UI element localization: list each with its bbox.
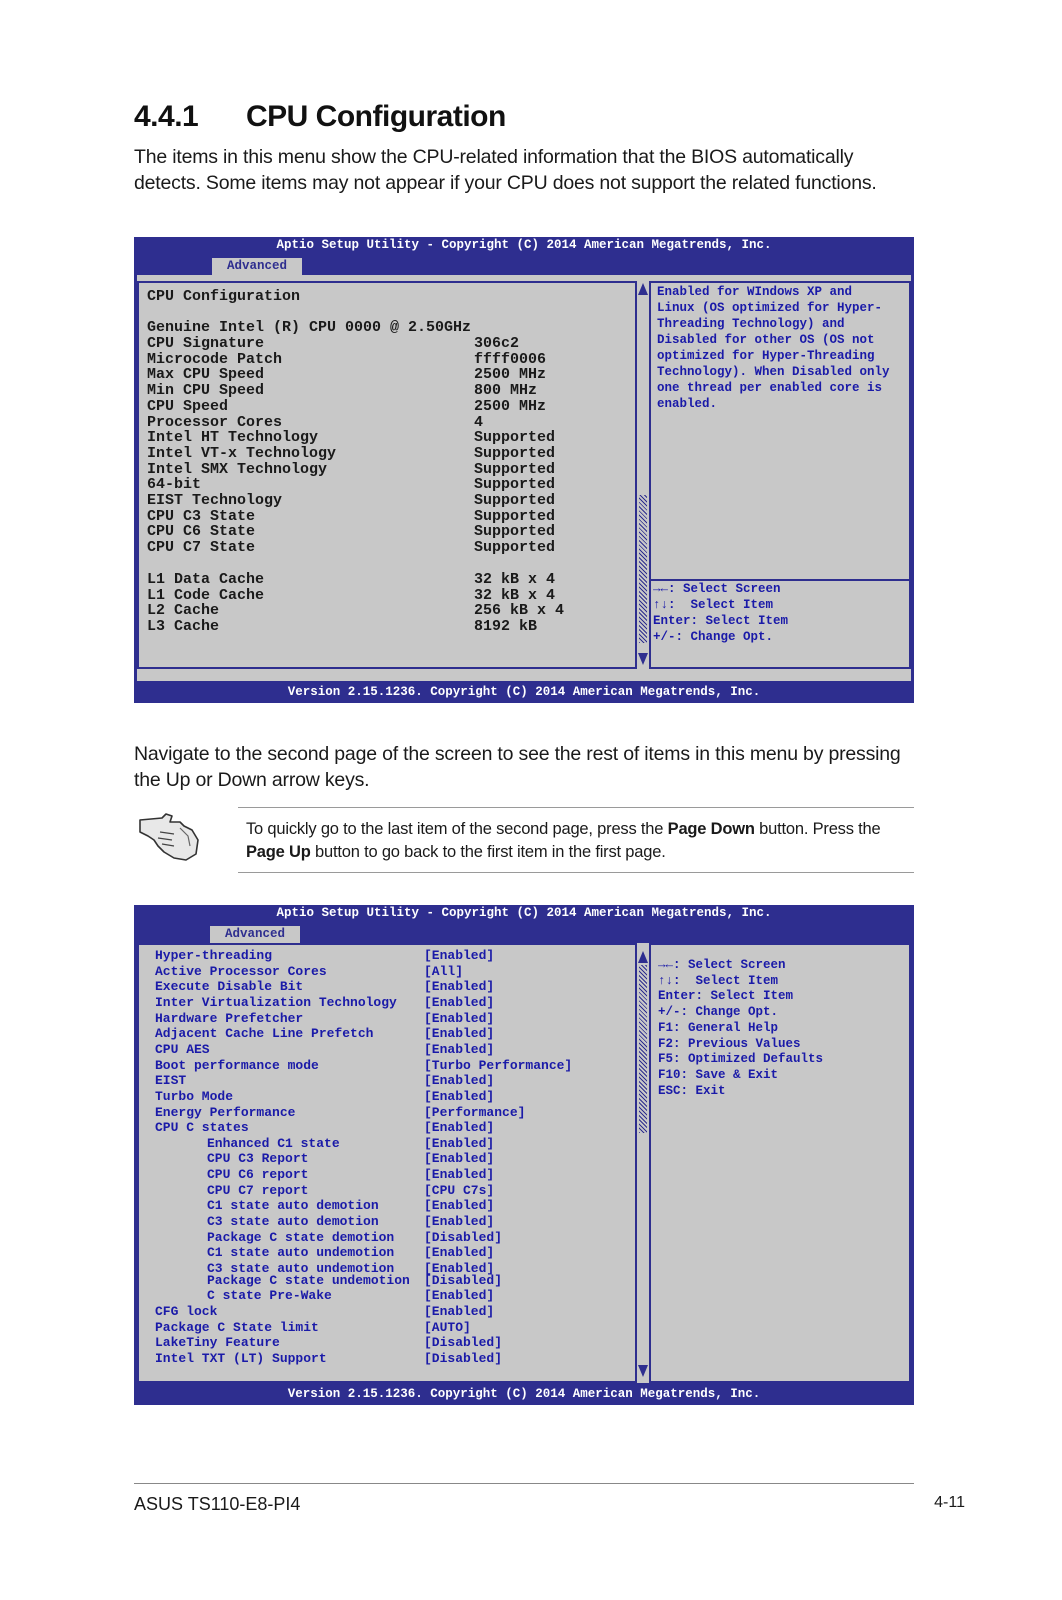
setting-value[interactable]: [Enabled] <box>424 1120 495 1136</box>
scroll-down-arrow-icon[interactable] <box>638 1365 648 1377</box>
cpu-info-label: CPU C7 State <box>147 539 256 557</box>
cache-value: 32 kB x 4 <box>474 586 556 604</box>
scroll-track[interactable] <box>639 495 647 643</box>
cpu-info-value: 306c2 <box>474 335 520 352</box>
help-text-line: Disabled for other OS (OS not <box>657 333 875 347</box>
setting-label[interactable]: Active Processor Cores <box>155 963 327 979</box>
section-title: CPU Configuration <box>246 100 506 133</box>
bios-tab-bar <box>134 259 914 275</box>
cpu-info-value: Supported <box>474 492 556 509</box>
cpu-info-value: Supported <box>474 507 556 525</box>
scroll-down-arrow-icon[interactable] <box>638 653 648 665</box>
cache-value: 32 kB x 4 <box>474 571 556 588</box>
cache-value: 256 kB x 4 <box>474 602 565 620</box>
cpu-info-value: 2500 MHz <box>474 366 547 384</box>
setting-value[interactable]: [Enabled] <box>424 1288 495 1304</box>
cpu-info-value: Supported <box>474 523 556 541</box>
bios-tab-bar <box>134 927 914 943</box>
setting-label[interactable]: C1 state auto demotion <box>207 1198 379 1214</box>
cpu-info-value: Supported <box>474 460 556 478</box>
cpu-info-value: Supported <box>474 429 556 447</box>
cpu-info-label: 64-bit <box>147 476 202 494</box>
setting-value[interactable]: [Enabled] <box>424 1010 495 1026</box>
setting-label[interactable]: CPU C6 report <box>207 1167 309 1183</box>
cpu-info-label: Intel VT-x Technology <box>147 444 337 462</box>
pointing-hand-icon <box>136 810 200 862</box>
cache-value: 8192 kB <box>474 618 538 636</box>
help-text-line: enabled. <box>657 397 718 411</box>
tab-advanced[interactable]: Advanced <box>210 926 300 943</box>
help-text-line: optimized for Hyper-Threading <box>657 349 875 363</box>
setting-value[interactable]: [Turbo Performance] <box>424 1057 573 1073</box>
cpu-info-label: Microcode Patch <box>147 350 283 368</box>
key-hint: →←: Select Screen <box>658 958 786 972</box>
setting-label[interactable]: C3 state auto demotion <box>207 1214 379 1230</box>
intro-paragraph <box>134 144 877 196</box>
footer-rule <box>134 1483 914 1484</box>
cpu-info-value: 800 MHz <box>474 382 538 400</box>
cpu-config-heading: CPU Configuration <box>147 288 301 305</box>
setting-label[interactable]: CPU C states <box>155 1120 249 1136</box>
setting-label[interactable]: Hardware Prefetcher <box>155 1010 304 1026</box>
setting-value[interactable]: [Enabled] <box>424 1135 495 1151</box>
key-hint: F10: Save & Exit <box>658 1067 779 1082</box>
cpu-info-label: Max CPU Speed <box>147 366 265 384</box>
setting-value[interactable]: [Disabled] <box>424 1272 503 1288</box>
setting-label[interactable]: CPU C3 Report <box>207 1151 309 1167</box>
setting-value[interactable]: [Enabled] <box>424 1261 495 1276</box>
note-text-part: button to go back to the first item in the first page. <box>310 843 666 861</box>
cpu-info-label: CPU C3 State <box>147 507 256 525</box>
key-hint: F1: General Help <box>658 1020 779 1035</box>
setting-value[interactable]: [Enabled] <box>424 1303 495 1319</box>
cache-label: L1 Code Cache <box>147 586 265 604</box>
setting-value[interactable]: [Enabled] <box>424 979 495 995</box>
bios-footer-bar: Version 2.15.1236. Copyright (C) 2014 American Megatrends, Inc. <box>134 681 914 703</box>
key-hint: Enter: Select Item <box>653 614 789 628</box>
help-text-line: Threading Technology) and <box>657 317 845 331</box>
key-hint: F5: Optimized Defaults <box>658 1052 824 1067</box>
cpu-info-value: Supported <box>474 476 556 494</box>
note-top-rule <box>238 807 914 808</box>
page-down-key-label: Page Down <box>667 820 755 838</box>
intro-line: The items in this menu show the CPU-related information that the BIOS automatically <box>134 146 854 168</box>
setting-label[interactable]: C state Pre-Wake <box>207 1288 332 1304</box>
setting-label[interactable]: C3 state auto undemotion <box>207 1261 395 1276</box>
cpu-info-value: 2500 MHz <box>474 397 547 415</box>
note-text-part: button. Press the <box>754 820 881 838</box>
setting-value[interactable]: [AUTO] <box>424 1319 471 1335</box>
footer-product-name: ASUS TS110-E8-PI4 <box>134 1494 301 1514</box>
key-hint: →←: Select Screen <box>653 582 781 596</box>
setting-label[interactable]: C1 state auto undemotion <box>207 1245 395 1261</box>
help-text-line: one thread per enabled core is <box>657 381 883 395</box>
setting-value[interactable]: [All] <box>424 963 464 979</box>
cpu-info-label: CPU C6 State <box>147 523 256 541</box>
note-bottom-rule <box>238 872 914 873</box>
key-hint: F2: Previous Values <box>658 1036 801 1051</box>
cache-label: L3 Cache <box>147 618 220 636</box>
cpu-info-label: CPU Signature <box>147 335 265 352</box>
cpu-info-value: 4 <box>474 413 484 431</box>
setting-label[interactable]: Boot performance mode <box>155 1057 319 1073</box>
footer-page-number: 4-11 <box>934 1494 965 1511</box>
setting-label[interactable]: Adjacent Cache Line Prefetch <box>155 1026 374 1042</box>
note-text <box>246 818 916 864</box>
scroll-up-arrow-icon[interactable] <box>638 283 648 295</box>
cpu-info-value: Supported <box>474 444 556 462</box>
key-hint: ↑↓: Select Item <box>658 973 779 988</box>
setting-value[interactable]: [Enabled] <box>424 1151 495 1167</box>
bios-footer-bar: Version 2.15.1236. Copyright (C) 2014 American Megatrends, Inc. <box>134 1383 914 1405</box>
setting-value[interactable]: [Enabled] <box>424 1245 495 1261</box>
setting-label[interactable]: CFG lock <box>155 1303 218 1319</box>
key-hint: +/-: Change Opt. <box>653 630 774 644</box>
cpu-name: Genuine Intel (R) CPU 0000 @ 2.50GHz <box>147 319 472 336</box>
key-hint: +/-: Change Opt. <box>658 1005 779 1020</box>
bios-title-bar: Aptio Setup Utility - Copyright (C) 2014 American Megatrends, Inc. <box>134 905 914 927</box>
cpu-info-label: Min CPU Speed <box>147 382 265 400</box>
nav-line: Navigate to the second page of the screen to see the rest of items in this menu by pressing <box>134 743 901 765</box>
setting-label[interactable]: Execute Disable Bit <box>155 979 304 995</box>
cache-label: L2 Cache <box>147 602 220 620</box>
setting-label[interactable]: LakeTiny Feature <box>155 1335 280 1351</box>
key-hint: Enter: Select Item <box>658 989 794 1004</box>
setting-value[interactable]: [CPU C7s] <box>424 1182 495 1198</box>
tab-advanced[interactable]: Advanced <box>212 258 302 275</box>
cpu-info-label: EIST Technology <box>147 492 283 509</box>
setting-label[interactable]: Enhanced C1 state <box>207 1135 340 1151</box>
nav-line: the Up or Down arrow keys. <box>134 769 370 791</box>
cpu-info-label: Intel SMX Technology <box>147 460 328 478</box>
bios-screen-cpu-settings <box>134 905 914 1405</box>
scrollbar[interactable] <box>638 283 648 665</box>
key-hint: ESC: Exit <box>658 1083 726 1098</box>
note-text-part: To quickly go to the last item of the second page, press the <box>246 820 668 838</box>
setting-label[interactable]: Inter Virtualization Technology <box>155 994 397 1010</box>
setting-value[interactable]: [Disabled] <box>424 1335 503 1351</box>
nav-paragraph <box>134 741 901 793</box>
bios-title-bar: Aptio Setup Utility - Copyright (C) 2014 American Megatrends, Inc. <box>134 237 914 259</box>
setting-label[interactable]: CPU C7 report <box>207 1182 309 1198</box>
setting-label[interactable]: Package C state demotion <box>207 1229 395 1245</box>
setting-label[interactable]: Intel TXT (LT) Support <box>155 1350 327 1366</box>
cache-label: L1 Data Cache <box>147 571 265 588</box>
setting-value[interactable]: [Disabled] <box>424 1350 503 1366</box>
setting-value[interactable]: [Enabled] <box>424 1214 495 1230</box>
setting-value[interactable]: [Enabled] <box>424 1026 495 1042</box>
cpu-info-label: Processor Cores <box>147 413 283 431</box>
setting-value[interactable]: [Performance] <box>424 1104 526 1120</box>
setting-label[interactable]: EIST <box>155 1073 187 1089</box>
setting-value[interactable]: [Disabled] <box>424 1229 503 1245</box>
setting-value[interactable]: [Enabled] <box>424 1198 495 1214</box>
setting-label[interactable]: CPU AES <box>155 1041 210 1057</box>
setting-label[interactable]: Hyper-threading <box>155 948 273 963</box>
help-text-line: Technology). When Disabled only <box>657 365 890 379</box>
intro-line: detects. Some items may not appear if your CPU does not support the related functions. <box>134 172 877 194</box>
help-text-line: Enabled for WIndows XP and <box>657 285 853 299</box>
cpu-info-label: Intel HT Technology <box>147 429 319 447</box>
key-hint: ↑↓: Select Item <box>653 598 774 612</box>
cpu-info-value: ffff0006 <box>474 350 547 368</box>
setting-label[interactable]: Turbo Mode <box>155 1088 234 1104</box>
cpu-info-label: CPU Speed <box>147 397 229 415</box>
section-heading <box>134 100 506 134</box>
setting-label[interactable]: Energy Performance <box>155 1104 296 1120</box>
setting-value[interactable]: [Enabled] <box>424 948 495 963</box>
setting-value[interactable]: [Enabled] <box>424 1041 495 1057</box>
setting-label[interactable]: Package C state undemotion <box>207 1272 410 1288</box>
scrollbar[interactable] <box>638 951 648 1379</box>
scroll-up-arrow-icon[interactable] <box>638 951 648 963</box>
setting-value[interactable]: [Enabled] <box>424 1073 495 1089</box>
help-text-line: Linux (OS optimized for Hyper- <box>657 301 883 315</box>
setting-label[interactable]: Package C State limit <box>155 1319 319 1335</box>
cpu-info-value: Supported <box>474 539 556 557</box>
setting-value[interactable]: [Enabled] <box>424 1167 495 1183</box>
help-divider <box>649 579 911 581</box>
setting-value[interactable]: [Enabled] <box>424 994 495 1010</box>
page-up-key-label: Page Up <box>246 843 311 861</box>
scroll-track[interactable] <box>639 965 647 1133</box>
section-number: 4.4.1 <box>134 100 199 133</box>
bios-screen-cpu-info <box>134 237 914 703</box>
setting-value[interactable]: [Enabled] <box>424 1088 495 1104</box>
